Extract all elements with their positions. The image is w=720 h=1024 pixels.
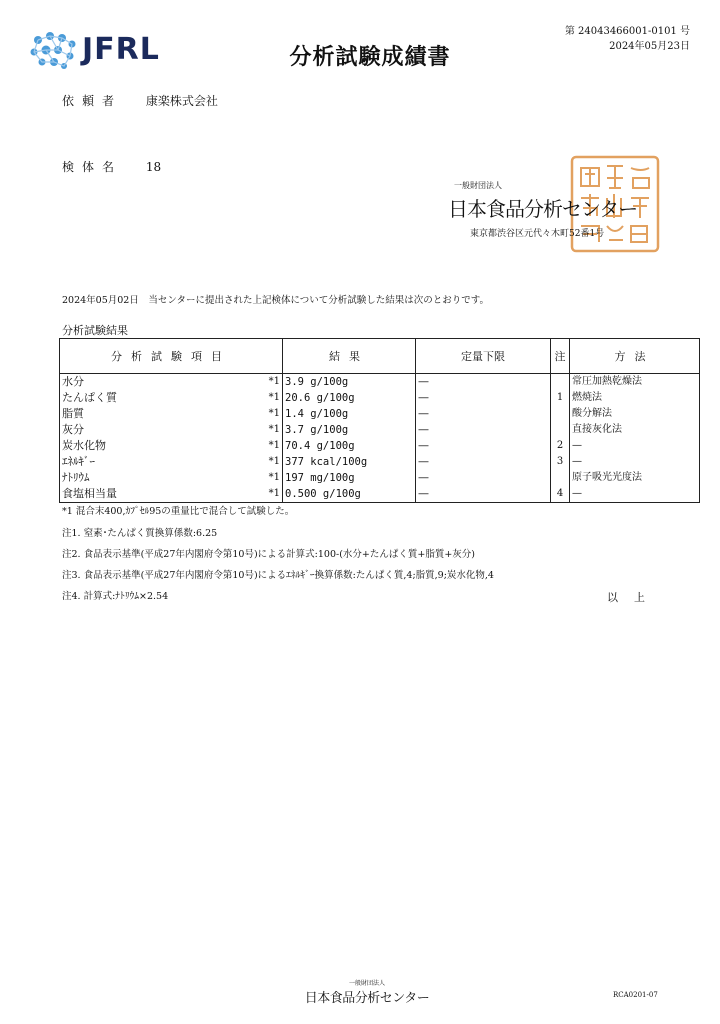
item-name: ｴﾈﾙｷﾞｰ: [62, 455, 95, 468]
loq-value: —: [416, 454, 551, 470]
note-line: 注3. 食品表示基準(平成27年内閣府令第10号)によるｴﾈﾙｷﾞｰ換算係数:たんぱく質,4;脂質,9;炭水化物,4: [62, 570, 494, 581]
document-number-block: [565, 24, 690, 54]
notes-block: [62, 505, 494, 607]
loq-value: —: [416, 374, 551, 391]
client-label: 依頼者: [62, 94, 123, 108]
note-ref: [551, 470, 570, 486]
table-row: [60, 406, 700, 422]
item-name: 水分: [62, 375, 84, 388]
note-line: 注1. 窒素･たんぱく質換算係数:6.25: [62, 528, 218, 539]
method-value: 燃焼法: [570, 390, 700, 406]
note-ref: [551, 374, 570, 391]
note-ref: [551, 422, 570, 438]
note-ref: 4: [551, 486, 570, 503]
item-name: 灰分: [62, 423, 84, 436]
note-line: 注2. 食品表示基準(平成27年内閣府令第10号)による計算式:100-(水分+たんぱく質+脂質+灰分): [62, 549, 476, 560]
table-row: [60, 390, 700, 406]
org-address: 東京都渋谷区元代々木町52番1号: [470, 229, 605, 239]
results-table: [59, 338, 700, 503]
method-value: —: [570, 486, 700, 503]
loq-value: —: [416, 438, 551, 454]
intro-text: 2024年05月02日 当センターに提出された上記検体について分析試験した結果は次のとおりです。: [62, 295, 490, 306]
header-result: 結果: [283, 339, 416, 374]
sample-label: 検体名: [62, 160, 123, 174]
document-number: 第 24043466001-0101 号: [564, 26, 690, 37]
loq-value: —: [416, 390, 551, 406]
item-name: たんぱく質: [62, 391, 117, 404]
sample-value: 18: [145, 160, 162, 174]
method-value: —: [570, 438, 700, 454]
item-mark: *1: [268, 440, 280, 451]
item-mark: *1: [268, 376, 280, 387]
table-header-row: [60, 339, 700, 374]
note-line: *1 混合末400,ｶﾌﾟｾﾙ95の重量比で混合して試験した。: [62, 506, 295, 517]
table-row: [60, 486, 700, 503]
table-row: [60, 374, 700, 391]
loq-value: —: [416, 406, 551, 422]
item-name: 食塩相当量: [62, 487, 117, 500]
jfrl-logo: [28, 28, 168, 72]
header-item: 分析試験項目: [60, 339, 283, 374]
result-value: 0.500 g/100g: [283, 486, 416, 503]
form-code: RCA0201-07: [613, 991, 658, 999]
result-value: 70.4 g/100g: [283, 438, 416, 454]
result-value: 3.7 g/100g: [283, 422, 416, 438]
result-value: 1.4 g/100g: [283, 406, 416, 422]
table-row: [60, 470, 700, 486]
item-mark: *1: [268, 408, 280, 419]
method-value: 常圧加熱乾燥法: [570, 374, 700, 391]
result-value: 197 mg/100g: [283, 470, 416, 486]
footer-organization: [292, 978, 442, 1006]
footer-org-name: 日本食品分析センター: [304, 991, 430, 1006]
results-section-title: 分析試験結果: [62, 324, 128, 337]
item-mark: *1: [268, 488, 280, 499]
table-row: [60, 438, 700, 454]
note-ref: 3: [551, 454, 570, 470]
table-row: [60, 454, 700, 470]
client-field: [62, 92, 218, 109]
header-note: 注: [551, 339, 570, 374]
header-loq: 定量下限: [416, 339, 551, 374]
document-date: 2024年05月23日: [609, 41, 690, 52]
item-name: 脂質: [62, 407, 84, 420]
sample-field: [62, 158, 161, 175]
item-name: 炭水化物: [62, 439, 106, 452]
org-name: 日本食品分析センター: [448, 197, 638, 221]
client-value: 康楽株式会社: [145, 94, 218, 108]
closing-mark: 以上: [607, 591, 661, 604]
note-ref: 2: [551, 438, 570, 454]
item-mark: *1: [268, 472, 280, 483]
logo-text: JFRL: [82, 32, 160, 67]
item-mark: *1: [268, 392, 280, 403]
loq-value: —: [416, 470, 551, 486]
table-row: [60, 422, 700, 438]
note-ref: [551, 406, 570, 422]
item-name: ﾅﾄﾘｳﾑ: [62, 471, 90, 484]
result-value: 3.9 g/100g: [283, 374, 416, 391]
result-value: 20.6 g/100g: [283, 390, 416, 406]
item-mark: *1: [268, 424, 280, 435]
org-type: 一般財団法人: [454, 181, 502, 190]
note-line: 注4. 計算式:ﾅﾄﾘｳﾑ×2.54: [62, 591, 169, 602]
footer-org-type: 一般財団法人: [348, 980, 385, 987]
header-method: 方法: [570, 339, 700, 374]
method-value: 酸分解法: [570, 406, 700, 422]
note-ref: 1: [551, 390, 570, 406]
document-title: 分析試験成績書: [289, 45, 451, 70]
organization-block: [448, 180, 672, 239]
jfrl-mark-icon: [28, 28, 80, 72]
method-value: 原子吸光光度法: [570, 470, 700, 486]
method-value: 直接灰化法: [570, 422, 700, 438]
loq-value: —: [416, 486, 551, 503]
loq-value: —: [416, 422, 551, 438]
result-value: 377 kcal/100g: [283, 454, 416, 470]
method-value: —: [570, 454, 700, 470]
item-mark: *1: [268, 456, 280, 467]
